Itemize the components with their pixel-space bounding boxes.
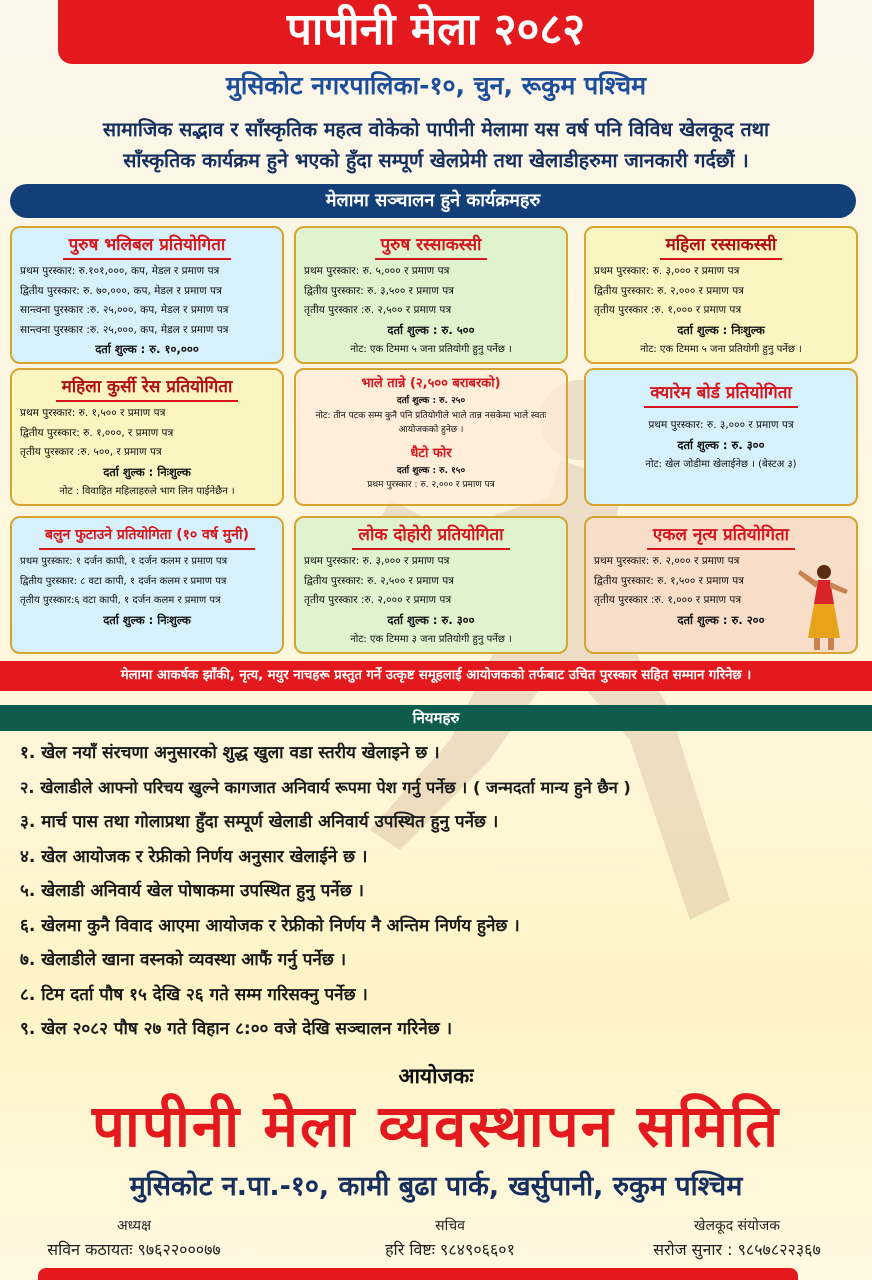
signatory-contact: सविन कठायतः ९७६२२०००७७ — [47, 1240, 221, 1259]
prize-line: द्वितीय पुरस्कार: रु. २,००० र प्रमाण पत्र — [594, 284, 744, 297]
rules-heading: नियमहरु — [0, 705, 872, 731]
registration-fee: दर्ता शुल्क : रु. १०,००० — [95, 342, 199, 356]
card-note: नोट: एक टिममा ५ जना प्रतियोगी हुनु पर्नेछ । — [640, 344, 802, 355]
prize-line: तृतीय पुरस्कार :रु. १,००० र प्रमाण पत्र — [594, 594, 742, 606]
card-title: लोक दोहोरी प्रतियोगिता — [304, 522, 558, 550]
signatory-contact: सरोज सुनार : ९८५७८२२३६७ — [653, 1240, 821, 1259]
prize-line: द्वितीय पुरस्कार: रु. ७०,०००, कप, मेडल र प्रमाण पत्र — [20, 284, 222, 297]
rule-item: ९. खेल २०८२ पौष २७ गते विहान ८:०० वजे देखि सञ्चालन गरिनेछ । — [20, 1019, 453, 1039]
card-title: महिला रस्साकस्सी — [594, 232, 848, 260]
registration-fee: दर्ता शुल्क : रु. १५० — [396, 465, 466, 476]
rule-item: ३. मार्च पास तथा गोलाप्रथा हुँदा सम्पूर्ण खेलाडी अनिवार्य उपस्थित हुनु पर्नेछ । — [20, 812, 499, 832]
prize-line: तृतीय पुरस्कार:६ वटा कापी, १ दर्जन कलम र प्रमाण पत्र — [20, 595, 221, 606]
prize-line: द्वितीय पुरस्कार: रु. २,५०० र प्रमाण पत्र — [304, 574, 454, 587]
prize-line: प्रथम पुरस्कार : रु. २,००० र प्रमाण पत्र — [367, 480, 495, 490]
programs-heading: मेलामा सञ्चालन हुने कार्यक्रमहरु — [10, 184, 856, 218]
card-title: पुरुष रस्साकस्सी — [304, 232, 558, 260]
organizer-name: पापीनी मेला व्यवस्थापन समिति — [91, 1092, 781, 1160]
prize-line: प्रथम पुरस्कार: रु. ३,००० र प्रमाण पत्र — [594, 265, 740, 277]
prize-line: द्वितीय पुरस्कार: रु. १,५०० र प्रमाण पत्र — [594, 574, 744, 587]
intro-line: साँस्कृतिक कार्यक्रम हुने भएको हुँदा सम्पूर्ण खेलप्रेमी तथा खेलाडीहरुमा जानकारी गर्दछौं । — [123, 149, 749, 172]
registration-fee: दर्ता शुल्क : निःशुल्क — [103, 464, 191, 479]
main-title: पापीनी मेला २०८२ — [58, 0, 814, 64]
signatory-secretary — [320, 1214, 580, 1262]
prize-line: प्रथम पुरस्कार: रु.१०१,०००, कप, मेडल र प्रमाण पत्र — [20, 265, 220, 277]
rule-item: ७. खेलाडीले खाना वस्नको व्यवस्था आफैं गर्नु पर्नेछ । — [20, 950, 347, 970]
registration-fee: दर्ता शुल्क : रु. २०० — [677, 612, 765, 627]
program-card-mens-tug-of-war — [294, 226, 568, 364]
program-card-mens-volleyball — [10, 226, 284, 364]
registration-fee: दर्ता शुल्क : रु. ३०० — [387, 612, 475, 627]
program-card-womens-tug-of-war — [584, 226, 858, 364]
signatory-contact: हरि विष्टः ९८४९०६६०१ — [385, 1240, 515, 1259]
program-card-balloon-burst — [10, 516, 284, 654]
prize-line: द्वितीय पुरस्कार: रु. ३,५०० र प्रमाण पत्र — [304, 284, 454, 297]
prize-line: तृतीय पुरस्कार :रु. १,००० र प्रमाण पत्र — [594, 304, 742, 316]
prize-line: प्रथम पुरस्कार: १ दर्जन कापी, १ दर्जन कलम र प्रमाण पत्र — [20, 556, 228, 567]
prize-line: द्वितीय पुरस्कार: ८ वटा कापी, १ दर्जन कलम र प्रमाण पत्र — [20, 575, 227, 587]
card-title: क्यारेम बोर्ड प्रतियोगिता — [594, 380, 848, 408]
rule-item: ८. टिम दर्ता पौष १५ देखि २६ गते सम्म गरिसक्नु पर्नेछ । — [20, 984, 368, 1005]
prize-line: प्रथम पुरस्कार: रु. १,५०० र प्रमाण पत्र — [20, 407, 166, 419]
program-card-folk-duet — [294, 516, 568, 654]
rule-item: ५. खेलाडी अनिवार्य खेल पोषाकमा उपस्थित हुनु पर्नेछ । — [20, 881, 364, 901]
card-title: एकल नृत्य प्रतियोगिता — [594, 522, 848, 550]
prize-line: सान्त्वना पुरस्कार :रु. २५,०००, कप, मेडल र प्रमाण पत्र — [20, 304, 229, 316]
card-note: नोट: एक टिममा ३ जना प्रतियोगी हुनु पर्नेछ । — [350, 634, 512, 645]
rule-item: २. खेलाडीले आफ्नो परिचय खुल्ने कागजात अनिवार्य रूपमा पेश गर्नु पर्नेछ । ( जन्मदर्ता मान्य हुने छैन ) — [20, 777, 631, 797]
prize-line: तृतीय पुरस्कार :रु. ५००, र प्रमाण पत्र — [20, 446, 162, 458]
program-card-rooster-pull-and-pot-breaking — [294, 368, 568, 506]
card-title: बलुन फुटाउने प्रतियोगिता (१० वर्ष मुनी) — [20, 522, 274, 550]
card-title: पुरुष भलिबल प्रतियोगिता — [20, 232, 274, 260]
rule-item: ६. खेलमा कुनै विवाद आएमा आयोजक र रेफ्रीको निर्णय नै अन्तिम निर्णय हुनेछ । — [20, 915, 520, 936]
prize-line: प्रथम पुरस्कार: रु. ३,००० र प्रमाण पत्र — [648, 419, 794, 431]
card-note: नोट : विवाहित महिलाहरुले भाग लिन पाईनेछैन । — [59, 486, 235, 497]
bottom-decorative-strip — [38, 1268, 798, 1280]
registration-fee: दर्ता शुल्क : रु. ५०० — [387, 322, 475, 337]
prize-line: प्रथम पुरस्कार: रु. ५,००० र प्रमाण पत्र — [304, 265, 450, 277]
program-card-carrom-board — [584, 368, 858, 506]
intro-text — [10, 114, 862, 176]
organizer-address: मुसिकोट न.पा.-१०, कामी बुढा पार्क, खर्सुपानी, रुकुम पश्चिम — [129, 1171, 743, 1202]
signatory-role: अध्यक्ष — [116, 1218, 152, 1234]
prize-line: तृतीय पुरस्कार :रु. २,००० र प्रमाण पत्र — [304, 594, 452, 606]
rules-list — [20, 736, 860, 1047]
prize-line: प्रथम पुरस्कार: रु. २,००० र प्रमाण पत्र — [594, 555, 740, 567]
card-note: नोट: एक टिममा ५ जना प्रतियोगी हुनु पर्नेछ । — [350, 344, 512, 355]
signatory-sports-coordinator — [606, 1214, 868, 1262]
card-title: महिला कुर्सी रेस प्रतियोगिता — [20, 374, 274, 402]
registration-fee: दर्ता शुल्क : निःशुल्क — [103, 612, 191, 627]
prize-line: तृतीय पुरस्कार :रु. २,५०० र प्रमाण पत्र — [304, 304, 452, 316]
signatory-role: खेलकूद संयोजक — [694, 1218, 780, 1234]
signatory-role: सचिव — [435, 1218, 465, 1234]
registration-fee: दर्ता शुल्क : रु. ३०० — [677, 437, 765, 452]
card-note: नोट: खेल जोडीमा खेलाईनेछ । (बेस्टअ ३) — [645, 459, 797, 470]
signatory-chairperson — [4, 1214, 264, 1262]
rule-item: १. खेल नयाँ संरचणा अनुसारको शुद्ध खुला वडा स्तरीय खेलाइने छ । — [20, 743, 440, 763]
organizer-label: आयोजकः — [398, 1064, 474, 1088]
prize-line: सान्त्वना पुरस्कार :रु. २५,०००, कप, मेडल र प्रमाण पत्र — [20, 323, 229, 336]
location-subtitle: मुसिकोट नगरपालिका-१०, चुन, रूकुम पश्चिम — [225, 71, 647, 100]
intro-line: सामाजिक सद्भाव र साँस्कृतिक महत्व वोकेको पापीनी मेलामा यस वर्ष पनि विविध खेलकूद तथा — [102, 118, 770, 141]
program-card-womens-chair-race — [10, 368, 284, 506]
prize-line: प्रथम पुरस्कार: रु. ३,००० र प्रमाण पत्र — [304, 555, 450, 567]
card-title: भाले तान्ने (२,५०० बराबरको) — [361, 376, 501, 391]
tableau-notice: मेलामा आकर्षक झाँकी, नृत्य, मयुर नाचहरू प्रस्तुत गर्ने उत्कृष्ट समूहलाई आयोजकको तर्फबाट उचित पुरस्कार सहित सम्मान गरिनेछ । — [0, 661, 872, 691]
dancer-illustration — [794, 560, 854, 652]
card-note: नोट: तीन पटक सम्म कुनै पनि प्रतियोगीले भाले तान्न नसकेमा भाले स्वतः आयोजकको हुनेछ । — [315, 410, 547, 435]
card-title: धैटो फोर — [410, 445, 452, 461]
registration-fee: दर्ता शुल्क : रु. २५० — [396, 396, 466, 406]
registration-fee: दर्ता शुल्क : निःशुल्क — [677, 322, 765, 337]
rule-item: ४. खेल आयोजक र रेफ्रीको निर्णय अनुसार खेलाईने छ । — [20, 846, 368, 867]
prize-line: द्वितीय पुरस्कार: रु. १,०००, र प्रमाण पत्र — [20, 426, 174, 439]
